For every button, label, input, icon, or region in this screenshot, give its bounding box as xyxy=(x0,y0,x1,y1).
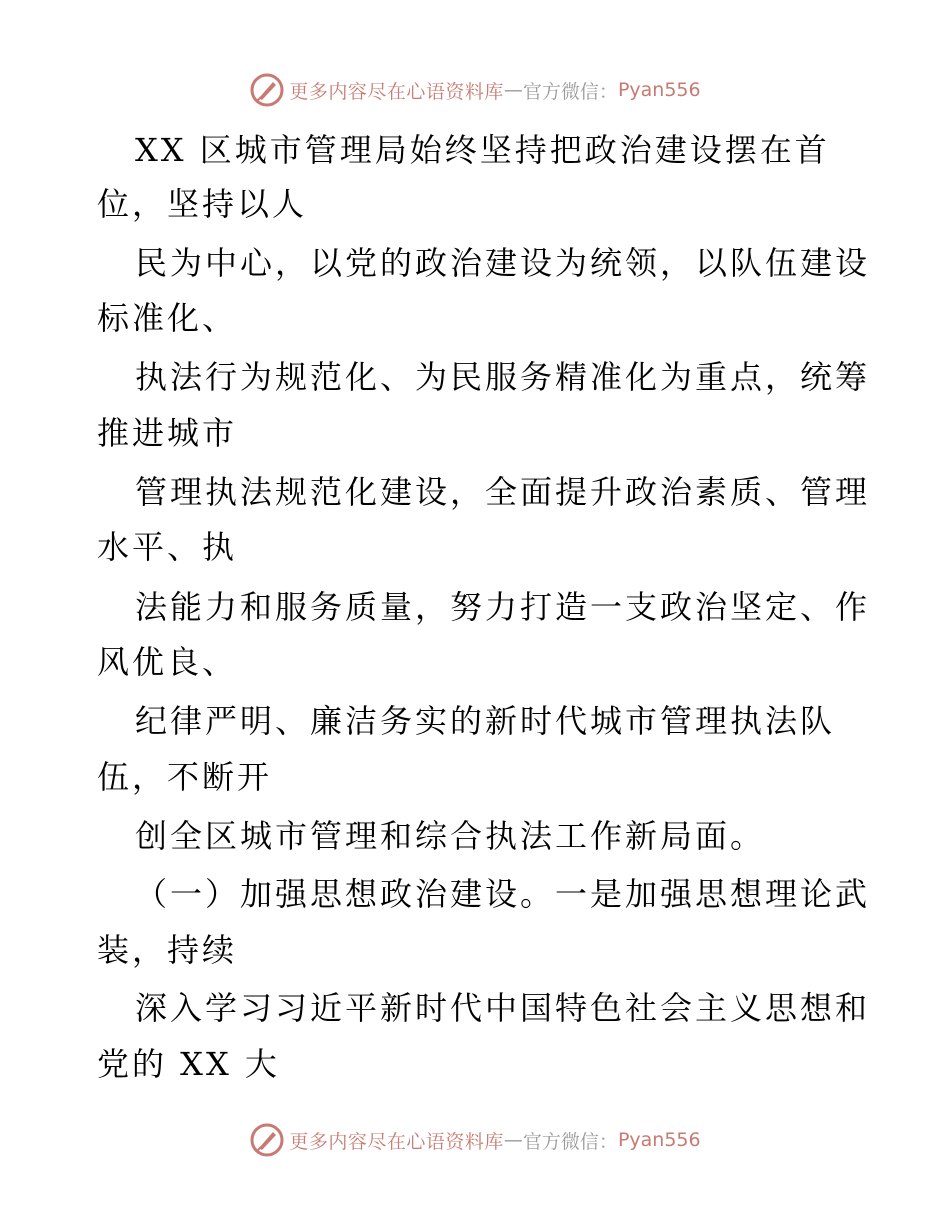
watermark-handle: Pyan556 xyxy=(617,1129,701,1151)
watermark-separator: — xyxy=(503,1129,523,1151)
quill-logo-icon xyxy=(249,1122,285,1158)
text-line: 纪律严明、廉洁务实的新时代城市管理执法队 xyxy=(135,702,836,740)
text-line: 创全区城市管理和综合执法工作新局面。 xyxy=(135,817,766,855)
text-line: 党的 XX 大 xyxy=(97,1045,280,1083)
text-line: 伍，不断开 xyxy=(97,758,273,796)
text-line: 法能力和服务质量，努力打造一支政治坚定、作 xyxy=(135,588,871,626)
text-line: 水平、执 xyxy=(97,528,238,566)
text-line: 位，坚持以人 xyxy=(97,185,308,223)
header-watermark xyxy=(0,70,950,110)
footer-watermark xyxy=(0,1120,950,1160)
text-line: 装，持续 xyxy=(97,931,238,969)
watermark-wechat-label: 官方微信： xyxy=(522,80,618,103)
watermark-brand: 更多内容尽在心语资料库 xyxy=(289,80,504,103)
text-line: （一）加强思想政治建设。一是加强思想理论武 xyxy=(135,875,871,913)
text-line: 管理执法规范化建设，全面提升政治素质、管理 xyxy=(135,473,871,511)
text-line: 民为中心，以党的政治建设为统领，以队伍建设 xyxy=(135,244,871,282)
text-line: XX 区城市管理局始终坚持把政治建设摆在首 xyxy=(135,131,830,169)
text-line: 标准化、 xyxy=(97,299,238,337)
watermark-handle: Pyan556 xyxy=(617,79,701,101)
watermark-separator: — xyxy=(503,79,523,101)
text-line: 执法行为规范化、为民服务精准化为重点，统筹 xyxy=(135,358,871,396)
watermark-brand: 更多内容尽在心语资料库 xyxy=(289,1130,504,1153)
watermark-wechat-label: 官方微信： xyxy=(522,1130,618,1153)
quill-logo-icon xyxy=(249,72,285,108)
text-line: 风优良、 xyxy=(97,643,238,681)
text-line: 推进城市 xyxy=(97,414,238,452)
text-line: 深入学习习近平新时代中国特色社会主义思想和 xyxy=(135,989,871,1027)
